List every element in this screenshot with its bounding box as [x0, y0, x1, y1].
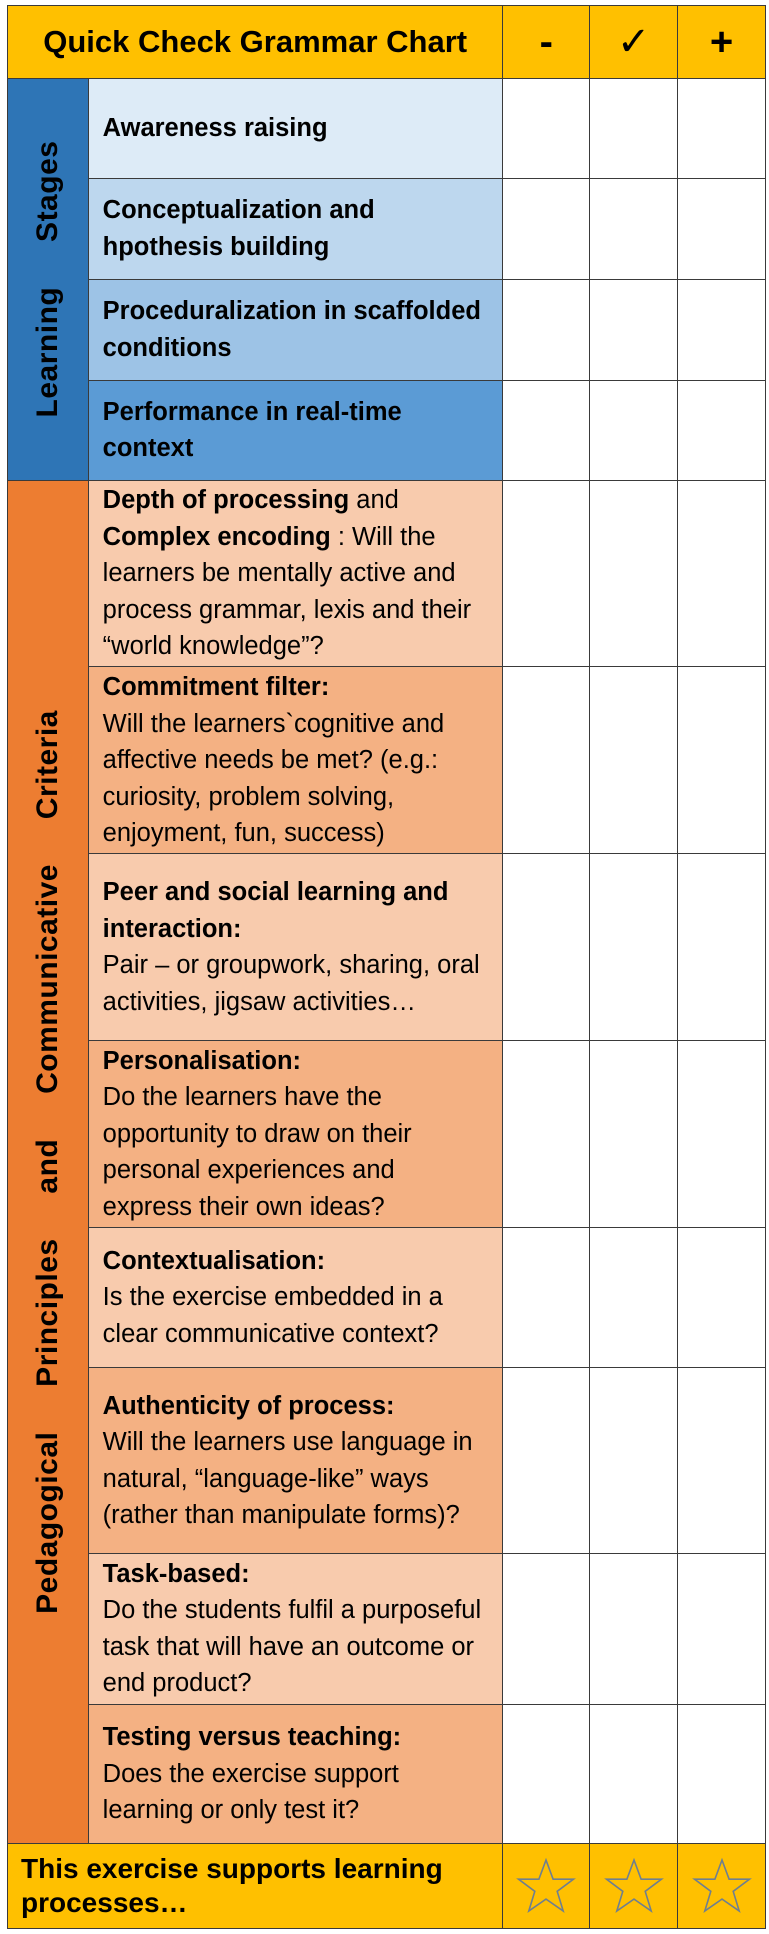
criteria-item-text: Do the students fulfil a purposeful task that will have an outcome or end product?: [102, 1596, 482, 1698]
rating-cell-minus[interactable]: [503, 380, 590, 480]
criteria-row: [8, 1554, 766, 1704]
criteria-item-title: Testing versus teaching:: [102, 1723, 402, 1752]
rating-cell-check[interactable]: [590, 1041, 678, 1228]
criteria-item-title: Authenticity of process:: [102, 1391, 395, 1420]
criteria-item-title: Personalisation:: [102, 1046, 302, 1075]
stage-item: [88, 380, 503, 480]
rating-cell-minus[interactable]: [503, 178, 590, 279]
star-icon: [604, 1857, 664, 1915]
footer-statement: This exercise supports learning processes…: [8, 1844, 503, 1929]
minus-icon: -: [539, 19, 553, 64]
rating-cell-minus[interactable]: [503, 667, 590, 854]
criteria-item-text: Will the learners`cognitive and affective needs be met? (e.g.: curiosity, problem solving, enjoyment, fun, success): [102, 709, 445, 848]
stage-item-title: Proceduralization in scaffolded conditions: [102, 297, 481, 362]
rating-cell-minus[interactable]: [503, 1704, 590, 1843]
stage-row: [8, 78, 766, 178]
rating-cell-minus[interactable]: [503, 1368, 590, 1554]
checkmark-icon: ✓: [616, 19, 651, 64]
rating-cell-plus[interactable]: [678, 279, 766, 380]
rating-cell-minus[interactable]: [503, 480, 590, 667]
rating-cell-check[interactable]: [590, 480, 678, 667]
criteria-row: [8, 1041, 766, 1228]
criteria-label-text: Pedagogical Principles and Communicative Criteria: [30, 709, 64, 1614]
criteria-item-connector: and: [349, 486, 399, 515]
criteria-row: [8, 667, 766, 854]
criteria-item: [88, 1704, 503, 1843]
rating-cell-plus[interactable]: [678, 1554, 766, 1704]
stage-row: [8, 178, 766, 279]
stage-row: [8, 380, 766, 480]
criteria-item-text: Do the learners have the opportunity to draw on their personal experiences and express their own ideas?: [102, 1083, 412, 1221]
criteria-row: [8, 1228, 766, 1368]
rating-cell-plus[interactable]: [678, 1041, 766, 1228]
learning-stages-text: Learning Stages: [30, 140, 64, 418]
stage-item-title: Performance in real-time context: [102, 397, 402, 463]
criteria-item-title: Task-based:: [102, 1559, 250, 1588]
rating-cell-check[interactable]: [590, 1368, 678, 1554]
star-rating-3[interactable]: [678, 1844, 766, 1929]
column-minus-header: [503, 6, 590, 79]
criteria-item: [88, 1368, 503, 1554]
criteria-item: [88, 1228, 503, 1368]
chart-title: Quick Check Grammar Chart: [8, 6, 503, 79]
rating-cell-check[interactable]: [590, 1554, 678, 1704]
star-rating-1[interactable]: [503, 1844, 590, 1929]
plus-icon: +: [709, 19, 734, 64]
criteria-item-text: Pair – or groupwork, sharing, oral activities, jigsaw activities…: [102, 951, 480, 1016]
column-plus-header: [678, 6, 766, 79]
rating-cell-plus[interactable]: [678, 178, 766, 279]
footer-row: [8, 1844, 766, 1929]
stage-item-title: Conceptualization and hpothesis building: [102, 196, 375, 261]
criteria-item: [88, 480, 503, 667]
criteria-item-title: Commitment filter:: [102, 673, 330, 702]
criteria-item-title: Contextualisation:: [102, 1246, 326, 1275]
rating-cell-check[interactable]: [590, 279, 678, 380]
rating-cell-plus[interactable]: [678, 78, 766, 178]
criteria-item: [88, 854, 503, 1041]
rating-cell-minus[interactable]: [503, 78, 590, 178]
criteria-row: [8, 480, 766, 667]
rating-cell-check[interactable]: [590, 178, 678, 279]
learning-stages-label: [8, 78, 89, 480]
stage-item: [88, 178, 503, 279]
stage-item: [88, 78, 503, 178]
rating-cell-check[interactable]: [590, 854, 678, 1041]
rating-cell-plus[interactable]: [678, 854, 766, 1041]
criteria-item-text: Will the learners use language in natural, “language-like” ways (rather than manipulate forms)?: [102, 1428, 473, 1530]
rating-cell-minus[interactable]: [503, 279, 590, 380]
rating-cell-minus[interactable]: [503, 1554, 590, 1704]
rating-cell-plus[interactable]: [678, 1704, 766, 1843]
star-icon: [516, 1857, 576, 1915]
criteria-item-text: : Will the learners be mentally active and process grammar, lexis and their “world knowledge”?: [102, 522, 472, 661]
star-rating-2[interactable]: [590, 1844, 678, 1929]
rating-cell-plus[interactable]: [678, 1368, 766, 1554]
criteria-item-text: Is the exercise embedded in a clear communicative context?: [102, 1283, 443, 1348]
criteria-item: [88, 1554, 503, 1704]
rating-cell-plus[interactable]: [678, 480, 766, 667]
rating-cell-plus[interactable]: [678, 667, 766, 854]
criteria-item-title: Peer and social learning and interaction:: [102, 878, 449, 943]
criteria-item-title-2: Complex encoding: [102, 522, 331, 551]
stage-row: [8, 279, 766, 380]
star-icon: [692, 1857, 752, 1915]
criteria-row: [8, 1704, 766, 1843]
rating-cell-check[interactable]: [590, 380, 678, 480]
stage-item-title: Awareness raising: [102, 113, 328, 142]
criteria-item-title: Depth of processing: [102, 486, 350, 515]
rating-cell-plus[interactable]: [678, 1228, 766, 1368]
criteria-item-text: Does the exercise support learning or only test it?: [102, 1759, 399, 1825]
rating-cell-minus[interactable]: [503, 1041, 590, 1228]
rating-cell-check[interactable]: [590, 1704, 678, 1843]
criteria-label: [8, 480, 89, 1843]
criteria-row: [8, 854, 766, 1041]
rating-cell-check[interactable]: [590, 667, 678, 854]
criteria-item: [88, 1041, 503, 1228]
stage-item: [88, 279, 503, 380]
rating-cell-minus[interactable]: [503, 1228, 590, 1368]
grammar-chart-table: [7, 5, 766, 1929]
rating-cell-check[interactable]: [590, 1228, 678, 1368]
criteria-row: [8, 1368, 766, 1554]
header-row: [8, 6, 766, 79]
rating-cell-check[interactable]: [590, 78, 678, 178]
rating-cell-plus[interactable]: [678, 380, 766, 480]
column-check-header: [590, 6, 678, 79]
criteria-item: [88, 667, 503, 854]
rating-cell-minus[interactable]: [503, 854, 590, 1041]
